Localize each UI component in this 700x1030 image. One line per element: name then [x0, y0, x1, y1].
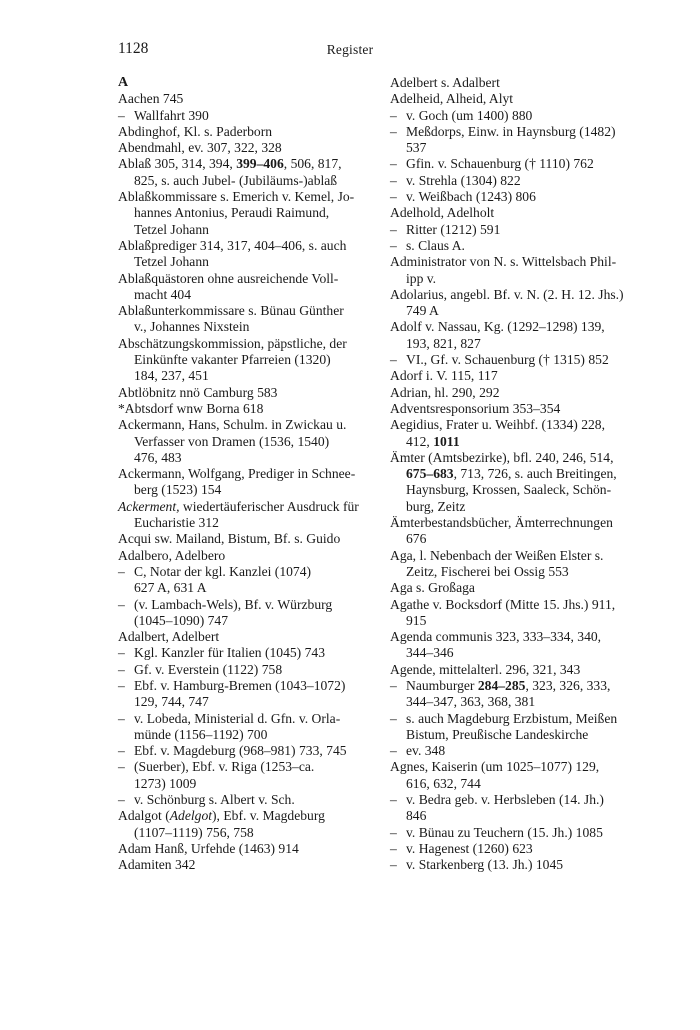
- register-entry: [118, 336, 372, 385]
- entry-line: [118, 385, 372, 401]
- register-entry: [390, 662, 644, 678]
- subentry-dash: –: [390, 237, 397, 253]
- entry-text: Agenda communis 323, 333–334, 340,: [390, 629, 602, 645]
- register-entry: [390, 75, 644, 91]
- bold-page-range: 284–285: [477, 677, 526, 693]
- register-entry: [118, 303, 372, 336]
- entry-text: Ämterbestandsbücher, Ämterrechnungen: [390, 515, 613, 531]
- entry-text: (1107–1119) 756, 758: [134, 824, 254, 840]
- entry-text: Ämter (Amtsbezirke), bfl. 240, 246, 514,: [390, 449, 614, 465]
- entry-text: Ablaßkommissare s. Emerich v. Kemel, Jo-: [118, 189, 355, 205]
- entry-line: [390, 124, 644, 140]
- register-subentry: [390, 156, 644, 172]
- entry-continuation-line: [118, 694, 372, 710]
- entry-text: s. Claus A.: [406, 237, 465, 253]
- entry-line: [118, 629, 372, 645]
- entry-text: 749 A: [406, 303, 439, 319]
- entry-text: Aga, l. Nebenbach der Weißen Elster s.: [390, 547, 604, 563]
- subentry-dash: –: [118, 563, 125, 579]
- entry-text: wiedertäuferischer Ausdruck für: [179, 498, 359, 514]
- entry-text: 193, 821, 827: [406, 335, 481, 351]
- register-subentry: [118, 759, 372, 792]
- entry-continuation-line: [390, 564, 644, 580]
- entry-line: [390, 189, 644, 205]
- entry-line: [390, 580, 644, 596]
- register-entry: [118, 124, 372, 140]
- register-entry: [118, 857, 372, 873]
- register-subentry: [118, 711, 372, 744]
- entry-text: 1273) 1009: [134, 775, 197, 791]
- register-entry: [118, 629, 372, 645]
- entry-line: [118, 857, 372, 873]
- entry-text: v. Bedra geb. v. Herbsleben (14. Jh.): [406, 792, 604, 808]
- entry-line: [118, 531, 372, 547]
- entry-text: Eucharistie 312: [134, 515, 219, 531]
- entry-continuation-line: [390, 140, 644, 156]
- subentry-dash: –: [390, 352, 397, 368]
- entry-continuation-line: [118, 450, 372, 466]
- entry-line: [118, 711, 372, 727]
- entry-text: v., Johannes Nixstein: [134, 319, 250, 335]
- entry-line: [118, 124, 372, 140]
- entry-line: [390, 222, 644, 238]
- entry-text: Ablaßunterkommissare s. Bünau Günther: [118, 303, 344, 319]
- entry-text: Adam Hanß, Urfehde (1463) 914: [118, 840, 299, 856]
- entry-continuation-line: [118, 434, 372, 450]
- entry-text: hannes Antonius, Peraudi Raimund,: [134, 205, 330, 221]
- entry-line: [390, 515, 644, 531]
- entry-text: v. Goch (um 1400) 880: [406, 107, 533, 123]
- entry-line: [118, 841, 372, 857]
- register-entry: [118, 271, 372, 304]
- entry-text: v. Strehla (1304) 822: [406, 172, 521, 188]
- entry-continuation-line: [118, 515, 372, 531]
- entry-text: Abdinghof, Kl. s. Paderborn: [118, 123, 273, 139]
- entry-line: [390, 385, 644, 401]
- entry-line: [390, 254, 644, 270]
- register-subentry: [118, 662, 372, 678]
- entry-text: Ablaßprediger 314, 317, 404–406, s. auch: [118, 237, 347, 253]
- entry-line: [390, 238, 644, 254]
- entry-line: [118, 792, 372, 808]
- entry-line: [118, 91, 372, 107]
- entry-text: v. Starkenberg (13. Jh.) 1045: [406, 857, 564, 873]
- entry-text: (Suerber), Ebf. v. Riga (1253–ca.: [134, 759, 315, 775]
- subentry-dash: –: [118, 596, 125, 612]
- register-entry: [390, 287, 644, 320]
- entry-line: [118, 548, 372, 564]
- entry-continuation-line: [118, 776, 372, 792]
- entry-continuation-line: [390, 694, 644, 710]
- entry-continuation-line: [390, 303, 644, 319]
- entry-line: [118, 645, 372, 661]
- entry-text: Adalbero, Adelbero: [118, 547, 226, 563]
- register-entry: [118, 91, 372, 107]
- entry-text: Adamiten 342: [118, 857, 196, 873]
- register-entry: [118, 401, 372, 417]
- subentry-dash: –: [390, 743, 397, 759]
- entry-text: 344–346: [406, 645, 454, 661]
- entry-text: Abendmahl, ev. 307, 322, 328: [118, 140, 282, 156]
- register-entry: [118, 808, 372, 841]
- entry-line: [390, 450, 644, 466]
- entry-text: VI., Gf. v. Schauenburg († 1315) 852: [406, 352, 609, 368]
- register-entry: [118, 140, 372, 156]
- entry-text: Ebf. v. Magdeburg (968–981) 733, 745: [134, 743, 347, 759]
- entry-text: v. Schönburg s. Albert v. Sch.: [134, 792, 295, 808]
- entry-text: Einkünfte vakanter Pfarreien (1320): [134, 352, 331, 368]
- entry-line: [390, 597, 644, 613]
- entry-text: Ackermann, Wolfgang, Prediger in Schnee-: [118, 466, 356, 482]
- entry-line: [390, 75, 644, 91]
- section-letter: A: [118, 75, 129, 90]
- register-entry: [118, 385, 372, 401]
- entry-line: [118, 759, 372, 775]
- entry-line: [118, 189, 372, 205]
- entry-text: 412,: [406, 433, 434, 449]
- entry-line: [390, 825, 644, 841]
- register-subentry: [118, 678, 372, 711]
- entry-text: Adolarius, angebl. Bf. v. N. (2. H. 12. Jhs.): [390, 286, 624, 302]
- entry-continuation-line: [390, 482, 644, 498]
- entry-line: [390, 173, 644, 189]
- entry-continuation-line: [118, 173, 372, 189]
- entry-text: Adventsresponsorium 353–354: [390, 400, 561, 416]
- subentry-dash: –: [390, 172, 397, 188]
- entry-line: [390, 319, 644, 335]
- entry-text: 537: [406, 140, 427, 156]
- register-subentry: [390, 352, 644, 368]
- entry-line: [390, 548, 644, 564]
- subentry-dash: –: [118, 645, 125, 661]
- subentry-dash: –: [390, 189, 397, 205]
- entry-continuation-line: [118, 352, 372, 368]
- register-subentry: [390, 189, 644, 205]
- register-subentry: [390, 857, 644, 873]
- entry-text: Abschätzungskommission, päpstliche, der: [118, 335, 347, 351]
- register-subentry: [390, 743, 644, 759]
- entry-text: 915: [406, 612, 427, 628]
- entry-line: [390, 401, 644, 417]
- entry-line: [390, 417, 644, 433]
- register-column-left: [118, 75, 372, 874]
- register-entry: [390, 91, 644, 107]
- subentry-dash: –: [390, 792, 397, 808]
- subentry-dash: –: [390, 107, 397, 123]
- register-entry: [390, 597, 644, 630]
- running-head: Register: [326, 42, 374, 57]
- entry-text: , 323, 326, 333,: [525, 677, 611, 693]
- register-subentry: [390, 711, 644, 744]
- entry-text: Ablaß 305, 314, 394,: [118, 156, 237, 172]
- entry-continuation-line: [118, 580, 372, 596]
- entry-text: Gf. v. Everstein (1122) 758: [134, 661, 283, 677]
- entry-line: [118, 140, 372, 156]
- entry-text: Wallfahrt 390: [134, 107, 209, 123]
- entry-text: Tetzel Johann: [134, 221, 209, 237]
- entry-text: macht 404: [134, 286, 192, 302]
- entry-text: Ebf. v. Hamburg-Bremen (1043–1072): [134, 677, 346, 693]
- entry-continuation-line: [390, 727, 644, 743]
- entry-text: Kgl. Kanzler für Italien (1045) 743: [134, 645, 326, 661]
- entry-line: [390, 678, 644, 694]
- entry-line: [118, 156, 372, 172]
- entry-text: 676: [406, 531, 427, 547]
- register-entry: [390, 385, 644, 401]
- entry-line: [118, 743, 372, 759]
- entry-text: Administrator von N. s. Wittelsbach Phil-: [390, 254, 617, 270]
- subentry-dash: –: [390, 123, 397, 139]
- entry-continuation-line: [390, 466, 644, 482]
- register-subentry: [390, 222, 644, 238]
- entry-line: [118, 597, 372, 613]
- entry-line: [390, 759, 644, 775]
- entry-text: Acqui sw. Mailand, Bistum, Bf. s. Guido: [118, 531, 341, 547]
- entry-continuation-line: [390, 613, 644, 629]
- italic-term: Ackerment,: [118, 498, 180, 514]
- register-subentry: [118, 792, 372, 808]
- entry-text: Adorf i. V. 115, 117: [390, 368, 498, 384]
- register-entry: [118, 238, 372, 271]
- entry-line: [390, 662, 644, 678]
- register-subentry: [118, 743, 372, 759]
- register-subentry: [118, 597, 372, 630]
- entry-text: Aga s. Großaga: [390, 580, 475, 596]
- entry-line: [118, 678, 372, 694]
- register-entry: [118, 466, 372, 499]
- register-entry: [390, 417, 644, 450]
- entry-line: [390, 629, 644, 645]
- entry-text: Adelbert s. Adalbert: [390, 75, 500, 90]
- entry-line: [390, 91, 644, 107]
- entry-text: Verfasser von Dramen (1536, 1540): [134, 433, 330, 449]
- register-subentry: [118, 108, 372, 124]
- entry-text: Bistum, Preußische Landeskirche: [406, 726, 589, 742]
- entry-text: ), Ebf. v. Magdeburg: [212, 808, 325, 824]
- entry-text: Aachen 745: [118, 91, 184, 107]
- entry-line: [390, 368, 644, 384]
- register-entry: [390, 580, 644, 596]
- page-number: 1128: [118, 40, 149, 57]
- register-subentry: [390, 792, 644, 825]
- subentry-dash: –: [390, 824, 397, 840]
- bold-page-range: 675–683: [406, 466, 454, 482]
- subentry-dash: –: [390, 710, 397, 726]
- entry-text: , 713, 726, s. auch Breitingen,: [453, 466, 617, 482]
- entry-line: [118, 499, 372, 515]
- entry-text: v. Bünau zu Teuchern (15. Jh.) 1085: [406, 824, 603, 840]
- register-entry: [118, 189, 372, 238]
- bold-page-range: 1011: [433, 433, 460, 449]
- entry-continuation-line: [118, 254, 372, 270]
- entry-text: 129, 744, 747: [134, 694, 209, 710]
- entry-line: [118, 466, 372, 482]
- entry-text: 616, 632, 744: [406, 775, 481, 791]
- subentry-dash: –: [118, 677, 125, 693]
- entry-text: Haynsburg, Krossen, Saaleck, Schön-: [406, 482, 612, 498]
- entry-text: (v. Lambach-Wels), Bf. v. Würzburg: [134, 596, 333, 612]
- register-entry: [118, 531, 372, 547]
- entry-continuation-line: [118, 319, 372, 335]
- register-entry: [118, 548, 372, 564]
- register-subentry: [390, 825, 644, 841]
- register-entry: [118, 841, 372, 857]
- entry-text: münde (1156–1192) 700: [134, 726, 268, 742]
- register-entry: [390, 759, 644, 792]
- entry-line: [118, 564, 372, 580]
- subentry-dash: –: [118, 107, 125, 123]
- entry-continuation-line: [390, 808, 644, 824]
- register-subentry: [118, 645, 372, 661]
- entry-text: 184, 237, 451: [134, 368, 209, 384]
- entry-line: [390, 352, 644, 368]
- entry-text: v. Lobeda, Ministerial d. Gfn. v. Orla-: [134, 710, 341, 726]
- entry-line: [390, 108, 644, 124]
- entry-line: [390, 205, 644, 221]
- register-column-right: [390, 75, 644, 874]
- entry-text: 627 A, 631 A: [134, 580, 207, 596]
- entry-continuation-line: [118, 222, 372, 238]
- entry-line: [118, 238, 372, 254]
- subentry-dash: –: [118, 743, 125, 759]
- entry-text: Adelheid, Alheid, Alyt: [390, 91, 514, 107]
- entry-continuation-line: [118, 287, 372, 303]
- subentry-dash: –: [118, 710, 125, 726]
- entry-text: ev. 348: [406, 743, 446, 759]
- register-entry: [118, 417, 372, 466]
- entry-line: [390, 857, 644, 873]
- entry-text: Agende, mittelalterl. 296, 321, 343: [390, 661, 581, 677]
- entry-line: [118, 808, 372, 824]
- entry-continuation-line: [390, 531, 644, 547]
- register-entry: [390, 450, 644, 515]
- entry-line: [118, 401, 372, 417]
- entry-text: Tetzel Johann: [134, 254, 209, 270]
- entry-continuation-line: [390, 336, 644, 352]
- subentry-dash: –: [118, 792, 125, 808]
- entry-line: [118, 108, 372, 124]
- entry-continuation-line: [118, 482, 372, 498]
- entry-text: Gfin. v. Schauenburg († 1110) 762: [406, 156, 594, 172]
- entry-line: [118, 417, 372, 433]
- entry-continuation-line: [118, 368, 372, 384]
- entry-continuation-line: [390, 434, 644, 450]
- entry-continuation-line: [118, 205, 372, 221]
- entry-continuation-line: [118, 727, 372, 743]
- register-subentry: [390, 108, 644, 124]
- entry-text: v. Hagenest (1260) 623: [406, 840, 533, 856]
- register-entry: [390, 401, 644, 417]
- entry-text: Adalgot (: [118, 808, 170, 824]
- register-entry: [118, 156, 372, 189]
- entry-text: v. Weißbach (1243) 806: [406, 189, 536, 205]
- entry-text: Ackermann, Hans, Schulm. in Zwickau u.: [118, 417, 347, 433]
- entry-line: [390, 743, 644, 759]
- register-subentry: [390, 678, 644, 711]
- entry-text: Meßdorps, Einw. in Haynsburg (1482): [406, 123, 616, 139]
- register-subentry: [118, 564, 372, 597]
- entry-line: [118, 336, 372, 352]
- entry-text: C, Notar der kgl. Kanzlei (1074): [134, 563, 312, 579]
- entry-text: Zeitz, Fischerei bei Ossig 553: [406, 563, 569, 579]
- entry-text: 825, s. auch Jubel- (Jubiläums-)ablaß: [134, 172, 338, 188]
- register-entry: [390, 515, 644, 548]
- subentry-dash: –: [390, 221, 397, 237]
- bold-page-range: 399–406: [236, 156, 284, 172]
- italic-term: Adelgot: [169, 808, 213, 824]
- register-subentry: [390, 841, 644, 857]
- entry-text: Adelhold, Adelholt: [390, 205, 495, 221]
- subentry-dash: –: [390, 857, 397, 873]
- register-entry: [390, 548, 644, 581]
- entry-continuation-line: [118, 825, 372, 841]
- register-subentry: [390, 173, 644, 189]
- register-subentry: [390, 238, 644, 254]
- entry-line: [390, 287, 644, 303]
- entry-line: [390, 841, 644, 857]
- entry-text: (1045–1090) 747: [134, 612, 229, 628]
- entry-text: burg, Zeitz: [406, 498, 466, 514]
- entry-text: 846: [406, 808, 427, 824]
- entry-text: Naumburger: [406, 677, 478, 693]
- entry-text: Ablaßquästoren ohne ausreichende Voll-: [118, 270, 339, 286]
- subentry-dash: –: [118, 661, 125, 677]
- register-entry: [390, 319, 644, 352]
- entry-text: 344–347, 363, 368, 381: [406, 694, 536, 710]
- entry-text: Adrian, hl. 290, 292: [390, 384, 500, 400]
- entry-continuation-line: [390, 776, 644, 792]
- entry-line: [118, 271, 372, 287]
- register-entry: [390, 629, 644, 662]
- entry-text: Abtlöbnitz nnö Camburg 583: [118, 384, 278, 400]
- register-entry: [390, 205, 644, 221]
- entry-text: Adolf v. Nassau, Kg. (1292–1298) 139,: [390, 319, 605, 335]
- entry-continuation-line: [390, 499, 644, 515]
- entry-continuation-line: [390, 645, 644, 661]
- subentry-dash: –: [390, 677, 397, 693]
- subentry-dash: –: [390, 156, 397, 172]
- entry-text: *Abtsdorf wnw Borna 618: [118, 400, 264, 416]
- entry-line: [390, 792, 644, 808]
- entry-line: [390, 156, 644, 172]
- entry-text: berg (1523) 154: [134, 482, 222, 498]
- register-entry: [390, 254, 644, 287]
- entry-continuation-line: [118, 613, 372, 629]
- entry-text: Aegidius, Frater u. Weihbf. (1334) 228,: [390, 417, 605, 433]
- register-entry: [390, 368, 644, 384]
- entry-line: [118, 303, 372, 319]
- register-entry: [118, 499, 372, 532]
- entry-text: ipp v.: [406, 270, 437, 286]
- entry-text: 476, 483: [134, 449, 182, 465]
- entry-text: Agnes, Kaiserin (um 1025–1077) 129,: [390, 759, 600, 775]
- entry-text: , 506, 817,: [283, 156, 342, 172]
- entry-line: [118, 662, 372, 678]
- entry-text: s. auch Magdeburg Erzbistum, Meißen: [406, 710, 618, 726]
- entry-line: [390, 711, 644, 727]
- subentry-dash: –: [118, 759, 125, 775]
- entry-text: Agathe v. Bocksdorf (Mitte 15. Jhs.) 911,: [390, 596, 616, 612]
- entry-text: Adalbert, Adelbert: [118, 629, 220, 645]
- entry-text: Ritter (1212) 591: [406, 221, 501, 237]
- register-subentry: [390, 124, 644, 157]
- subentry-dash: –: [390, 840, 397, 856]
- entry-continuation-line: [390, 271, 644, 287]
